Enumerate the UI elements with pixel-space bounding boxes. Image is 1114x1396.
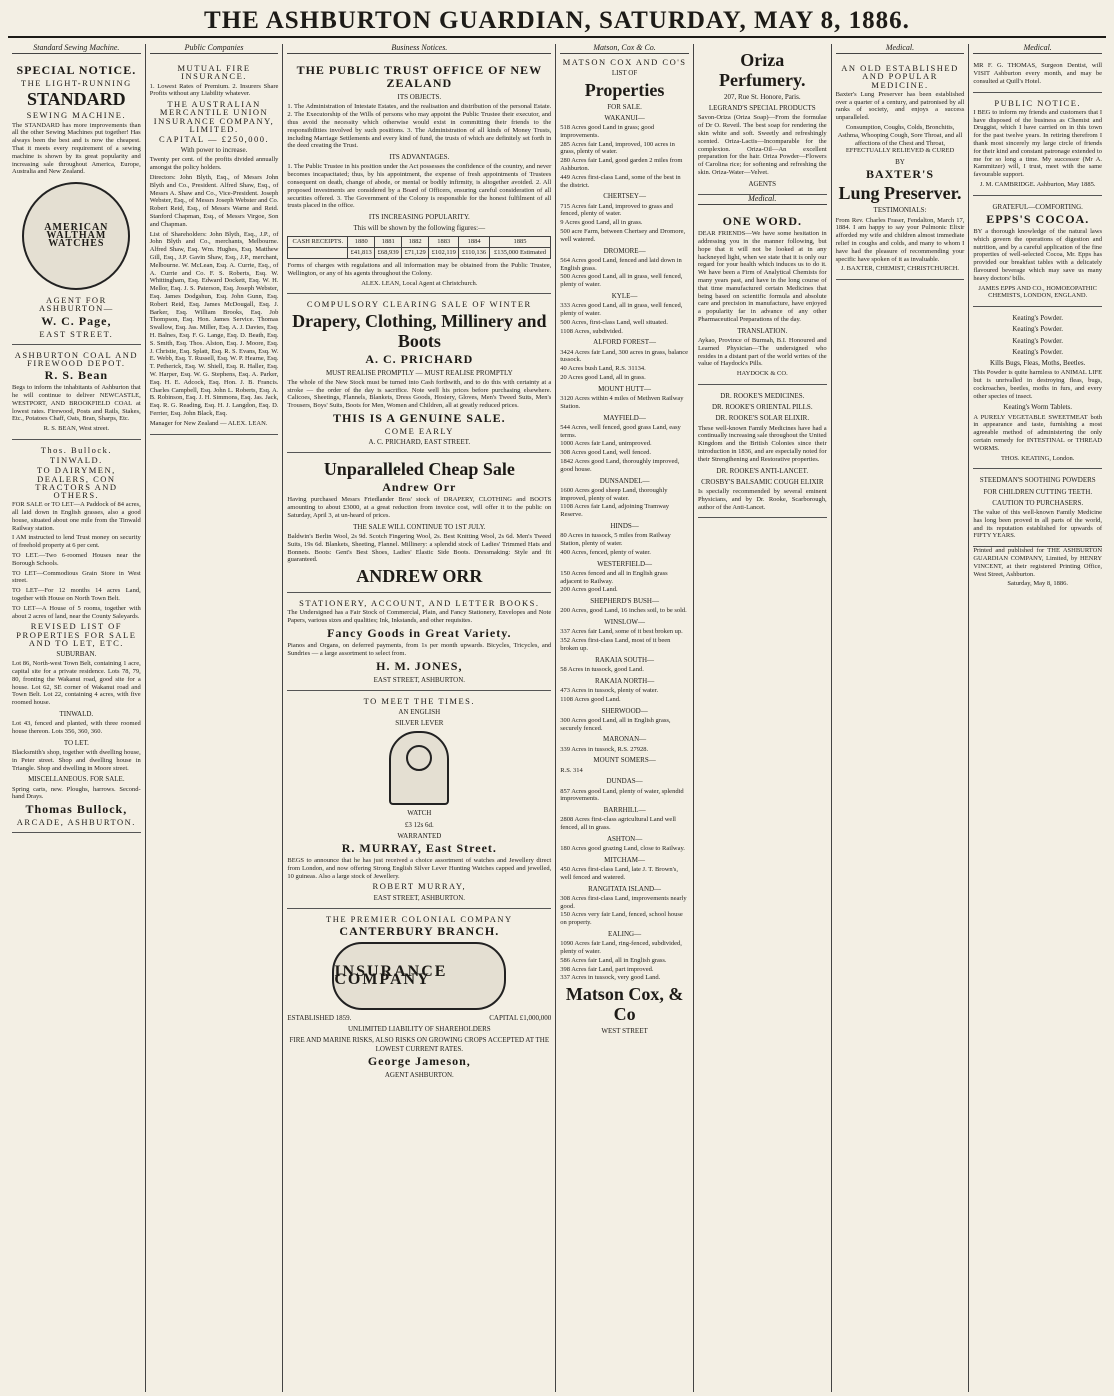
dentist-body: MR F. G. THOMAS, Surgeon Dentist, will VISIT Ashburton every month, and may be consulted at Quill's Hotel.	[973, 62, 1103, 85]
stats-sign: ALEX. LEAN, Local Agent at Christchurch.	[361, 279, 478, 287]
must-realise: MUST REALISE PROMPTLY — MUST REALISE PROMPTLY	[325, 368, 513, 377]
epps-ad	[973, 196, 1102, 307]
orr-list: Baldwin's Berlin Wool, 2s 9d. Scotch Fingering Wool, 2s. Best Knitting Wool, 2s 6d. Men's Tweed Suits, 19s 6d. Blankets, Sheeting, Flannel. Millinery: a splendid stock of Ladies' Trimmed Hats and Bonnets. Boots: Gent's Best Shoes, Ladies' Elastic Side Boots. Dressmaking: Style and fit guaranteed.	[287, 532, 552, 564]
anglo: AN ENGLISH	[398, 707, 441, 716]
property-section-title: KYLE—	[611, 291, 638, 300]
imprint	[973, 547, 1102, 588]
jones-addr: EAST STREET, ASHBURTON.	[373, 675, 465, 684]
oriza-body: Savon-Oriza (Oriza Soap)—From the formulae of Dr O. Reveil. The best soap for rendering the skin white and soft. Sweetly and refreshingly scented. Oriza-Lactis—Incomparable for the complexion. Oriza-Oil—An excellent preparation for the hair. Oriza Powder—Flowers of Carolina rice; for softening and refreshing the skin. Oriza-Water—Velvet.	[697, 114, 827, 176]
property-lot: 450 Acres first-class Land, late J. T. Brown's, well fenced and watered.	[560, 866, 678, 881]
property-section-title: WESTERFIELD—	[597, 559, 652, 568]
insurance-ad	[287, 909, 551, 1085]
let-2: TO LET—Commodious Grain Store in West street.	[12, 569, 141, 585]
keating-3: Keating's Powder.	[1012, 336, 1064, 345]
keating-sign: THOS. KEATING, London.	[1000, 454, 1075, 462]
imprint-date: Saturday, May 8, 1886.	[1007, 580, 1068, 588]
prichard-name: A. C. PRICHARD	[365, 351, 474, 366]
steedman-ad	[973, 469, 1102, 547]
lend-body: I AM instructed to lend Trust money on security of freehold property at 6 per cent.	[12, 534, 141, 550]
oriza-sub: LEGRAND'S SPECIAL PRODUCTS	[708, 104, 816, 113]
prichard-sign: A. C. PRICHARD, EAST STREET.	[368, 438, 471, 447]
stationery-body: The Undersigned has a Fair Stock of Commercial, Plain, and Fancy Stationery, Envelopes and Note Papers, various sizes and qualities; Ink, Inkstands, and other requisites.	[287, 609, 552, 625]
lung-preserver: Lung Preserver.	[838, 183, 962, 204]
masthead-rule	[8, 36, 1106, 38]
murray-ad	[287, 691, 551, 909]
oriza-agents: AGENTS	[748, 179, 777, 188]
let-5-head: TO LET.	[63, 738, 89, 747]
property-section-title: DUNDAS—	[606, 777, 643, 786]
property-lot: 200 Acres good Land.	[560, 586, 618, 594]
watch-word: WATCH	[407, 809, 432, 818]
epps-head: EPPS'S COCOA.	[986, 211, 1090, 226]
waltham-logo-text: AMERICAN WALTHAM WATCHES	[44, 221, 109, 250]
property-lot: 308 Acres good Land, well fenced.	[560, 449, 652, 457]
orr-name: Andrew Orr	[382, 480, 457, 495]
receipts-value-cell: £135,000 Estimated	[489, 247, 550, 258]
revised-head: REVISED LIST OF PROPERTIES FOR SALE AND TO LET, ETC.	[16, 621, 137, 648]
continue-note: THE SALE WILL CONTINUE TO 1ST JULY.	[353, 522, 486, 531]
crosby-body: Is specially recommended by several eminent Physicians, and by Dr. Rooke, Scarborough, author of the Anti-Lancet.	[697, 487, 827, 511]
fancy-head: Fancy Goods in Great Variety.	[327, 625, 512, 640]
genuine-sale: THIS IS A GENUINE SALE.	[332, 410, 506, 425]
fire-risks: FIRE AND MARINE RISKS, ALSO RISKS ON GROWING CROPS ACCEPTED AT THE LOWEST CURRENT RATES.	[289, 1036, 550, 1053]
aus-body: Twenty per cent. of the profits divided annually amongst the policy holders.	[149, 156, 279, 172]
advantages-head: ITS ADVANTAGES.	[389, 153, 450, 162]
property-lot: 352 Acres first-class Land, most of it been broken up.	[560, 637, 671, 652]
column-2-head: Public Companies	[150, 44, 279, 54]
column-2	[146, 44, 284, 1392]
property-lot: 473 Acres in tussock, plenty of water.	[560, 686, 659, 694]
property-section-title: MOUNT HUTT—	[598, 384, 652, 393]
seal-text: INSURANCE COMPANY	[334, 962, 448, 988]
coal-ad	[12, 345, 141, 440]
receipts-table	[287, 236, 551, 259]
let-4: TO LET—A House of 5 rooms, together with about 2 acres of land, near the County Saleyards.	[12, 604, 141, 620]
teeth-head: FOR CHILDREN CUTTING TEETH.	[983, 487, 1093, 496]
column-7-head: Medical.	[973, 44, 1102, 54]
property-lot: 1108 Acres, subdivided.	[560, 327, 623, 335]
murray-sign: ROBERT MURRAY,	[372, 881, 467, 892]
property-section-title: RANGITATA ISLAND—	[588, 884, 662, 893]
baxter-name: BAXTER'S	[865, 167, 934, 182]
manager: Manager for New Zealand — ALEX. LEAN.	[149, 419, 268, 427]
column-4	[556, 44, 694, 1392]
misc-items: Spring carts, new. Ploughs, harrows. Second-hand Drays.	[12, 785, 141, 801]
property-section-title: SHERWOOD—	[601, 706, 648, 715]
property-sections	[560, 114, 689, 982]
property-lot: 586 Acres fair Land, all in English grass.	[560, 956, 667, 964]
property-lot: 339 Acres in tussock, R.S. 27928.	[560, 745, 649, 753]
public-notice-ad	[973, 93, 1102, 196]
property-lot: 337 Acres in tussock, very good Land.	[560, 974, 661, 982]
misc-head: MISCELLANEOUS. FOR SALE.	[28, 775, 125, 784]
suburban-head: SUBURBAN.	[56, 649, 97, 658]
worm-head: Keating's Worm Tablets.	[1003, 403, 1072, 412]
tinwald-lots: Lot 43, fenced and planted, with three roomed house thereon. Lots 356, 360, 360.	[12, 720, 141, 735]
agent-street: EAST STREET.	[39, 328, 114, 339]
mutual-body: 1. Lowest Rates of Premium. 2. Insurers Share Profits without any Liability whatever.	[149, 82, 279, 98]
prichard-body: The whole of the New Stock must be turned into Cash forthwith, and to do this with certainty at a stroke — the order of the day is sacrifice. Note well his prices before purchasing elsewhere. Calicoes, Sheetings, Flannels, Blankets, Dress Goods, Hosiery, Gloves, Men's Tweed Suits, Men's Trousers, Boys' Suits, Boots for Men, Women and Children, all at greatly reduced prices.	[287, 378, 552, 410]
notice-sign: J. M. CAMBRIDGE. Ashburton, May 1885.	[979, 180, 1096, 188]
column-5	[694, 44, 832, 1392]
one-word-head: ONE WORD.	[722, 214, 803, 229]
property-lot: 150 Acres fenced and all in English grass adjacent to Railway.	[560, 569, 668, 585]
property-lot: 449 Acres first-class Land, some of the best in the district.	[560, 173, 681, 189]
waltham-logo	[22, 182, 130, 290]
haydock-sign: HAYDOCK & CO.	[736, 370, 788, 378]
rooke-body: These well-known Family Medicines have had a continually increasing sale throughout the United Kingdom and the British Colonies since their introduction in 1836, and are especially noted for their Strengthening and Restorative properties.	[697, 424, 827, 463]
columns	[8, 44, 1106, 1392]
bullock-sign: Thomas Bullock,	[25, 802, 128, 817]
property-lot: 333 Acres good Land, all in grass, well fenced, plenty of water.	[560, 302, 683, 317]
property-lot: 285 Acres fair Land, improved, 100 acres in grass, plenty of water.	[560, 140, 675, 156]
property-lot: 1000 Acres fair Land, unimproved.	[560, 440, 652, 448]
property-section-title: RAKAIA NORTH—	[594, 676, 655, 685]
property-lot: 518 Acres good Land in grass; good improvements.	[560, 124, 655, 139]
kills: Kills Bugs, Fleas, Moths, Beetles.	[990, 358, 1086, 367]
agent-label: AGENT FOR ASHBURTON—	[38, 295, 114, 314]
property-lot: 1090 Acres fair Land, ring-fenced, subdivided, plenty of water.	[560, 940, 682, 956]
jameson-name: George Jameson,	[367, 1053, 471, 1068]
keating-ad	[973, 307, 1102, 469]
property-section-title: DROMORE—	[603, 246, 646, 255]
property-lot: 3424 Acres fair Land, 300 acres in grass, balance tussock.	[560, 348, 689, 364]
insurance-seal	[332, 942, 506, 1010]
oriza-head: Oriza Perfumery.	[719, 50, 806, 90]
matson-sign: Matson Cox, & Co	[565, 984, 684, 1025]
property-section-title: ASHTON—	[606, 834, 643, 843]
masthead	[8, 6, 1106, 36]
objects-head: ITS OBJECTS.	[397, 93, 442, 102]
tinwald-head-2: TINWALD.	[59, 709, 94, 718]
column-6-head: Medical.	[836, 44, 965, 54]
rooke-anti: DR. ROOKE'S ANTI-LANCET.	[716, 466, 809, 475]
capital: CAPITAL — £250,000.	[158, 134, 270, 145]
let-1: TO LET.—Two 6-roomed Houses near the Borough Schools.	[12, 551, 141, 567]
stationery-head: STATIONERY, ACCOUNT, AND LETTER BOOKS.	[299, 598, 540, 609]
receipts-value-cell: £71,129	[402, 247, 429, 258]
column-4-head: Matson, Cox & Co.	[560, 44, 689, 54]
receipts-header-row	[288, 236, 551, 247]
rooke-2: DR. ROOKE'S ORIENTAL PILLS.	[711, 403, 813, 412]
property-lot: 80 Acres in tussock, 5 miles from Railway Station, plenty of water.	[560, 532, 671, 547]
grateful: GRATEFUL—COMFORTING.	[992, 202, 1083, 211]
tinwald-head: TINWALD.	[49, 455, 103, 466]
standard-body: The STANDARD has more improvements than all the other Sewing Machines put together! Has always been the best and is now the cheapest. That it meets every requirement of a sewing machine is shown by its great popularity and increasing sale throughout America, Europe, Australia and New Zealand.	[12, 121, 141, 176]
column-3	[283, 44, 556, 1392]
keating-2: Keating's Powder.	[1012, 325, 1064, 334]
keating-1: Keating's Powder.	[1012, 314, 1064, 323]
sale-body: FOR SALE or TO LET—A Paddock of 84 acres, all laid down in English grasses, also a good house, situated about one mile from the Tinwald Railway station.	[12, 501, 141, 532]
notice-head: PUBLIC NOTICE.	[994, 97, 1082, 108]
standard-sewing-ad	[12, 58, 141, 345]
one-word-ad	[698, 209, 827, 385]
property-lot: 564 Acres good Land, fenced and laid down in English grass.	[560, 256, 682, 272]
property-section-title: MOUNT SOMERS—	[593, 756, 656, 765]
caution-body: The value of this well-known Family Medicine has long been proved in all parts of the world, and its reputation established for upwards of FIFTY YEARS.	[973, 508, 1103, 540]
popularity-sub: This will be shown by the following figures:—	[353, 224, 486, 233]
established: ESTABLISHED 1859.	[287, 1013, 352, 1022]
property-section-title: WINSLOW—	[604, 618, 645, 627]
property-section-title: MITCHAM—	[604, 855, 645, 864]
worm-body: A PURELY VEGETABLE SWEETMEAT both in appearance and taste, furnishing a most agreeable method of administering the only certain remedy for INTESTINAL or THREAD WORMS.	[973, 413, 1103, 452]
stats-note: Forms of charges with regulations and all information may be obtained from the Public Trustee, Wellington, or any of his agents throughout the Colony.	[287, 261, 552, 277]
bullock-sign-2: ARCADE, ASHBURTON.	[16, 817, 136, 828]
dentist-ad	[973, 58, 1102, 92]
property-lot: 337 Acres fair Land, some of it best broken up.	[560, 628, 683, 636]
coal-heading: ASHBURTON COAL AND FIREWOOD DEPOT.	[14, 349, 138, 368]
column-3-head: Business Notices.	[287, 44, 551, 54]
baxter-ad	[836, 58, 965, 280]
let-3: TO LET—For 12 months 14 acres Land, together with House on North Town Belt.	[12, 587, 141, 602]
crosby-head: CROSBY'S BALSAMIC COUGH ELIXIR	[701, 477, 824, 486]
directors: Directors: John Blyth, Esq., of Messrs John Blyth and Co., President. Alfred Shaw, Esq., of Messrs A. Shaw and Co., Vice-President. Joseph Webster, Esq., of Messrs Joseph Webster and Co. Robert Reid, Esq., of Messrs Warne and Reid. Stanford Chapman, Esq., of Messrs Virgoe, Son and Chapman.	[149, 174, 279, 228]
warranted: WARRANTED	[397, 831, 442, 840]
jones-name: H. M. JONES,	[376, 658, 463, 673]
property-section-title: EALING—	[608, 930, 642, 939]
property-lot: 715 Acres fair Land, improved to grass and fenced, plenty of water.	[560, 202, 673, 218]
property-lot: 544 Acres, well fenced, good grass Land, easy terms.	[560, 423, 681, 439]
advantages-body: 1. The Public Trustee in his position under the Act possesses the confidence of the country, and never becomes incapacitated; thus, by his appointment, the expense of fresh appointments of Trustees consequent on death, change of abode, or mental or bodily infirmity, is altogether avoided. 2. All proposed investments are considered by a Board of Officers, ensuring careful consideration of all securities offered. 3. The Government of the Colony is responsible for the honest fulfilment of all trusts placed in the office.	[287, 163, 552, 210]
let-5-body: Blacksmith's shop, together with dwelling house, in Peter street. Shop and dwelling house in Triangle. Shop and dwelling in Moore street.	[12, 748, 141, 772]
receipts-value-cell: £68,939	[375, 247, 402, 258]
seal-captions	[287, 1014, 551, 1022]
property-lot: 280 Acres fair Land, good garden 2 miles from Ashburton.	[560, 157, 683, 172]
property-lot: 1108 Acres fair Land, adjoining Tramway Reserve.	[560, 503, 670, 519]
property-lot: 857 Acres good Land, plenty of water, splendid improvements.	[560, 787, 684, 803]
steedman-head: STEEDMAN'S SOOTHING POWDERS	[979, 476, 1096, 485]
properties-head: Properties	[584, 79, 665, 100]
property-lot: 200 Acres, good Land, 16 inches soil, to be sold.	[560, 607, 687, 615]
property-section-title: BARRHILL—	[603, 806, 646, 815]
column-7	[969, 44, 1106, 1392]
epps-body: BY a thorough knowledge of the natural laws which govern the operations of digestion and nutrition, and by a careful application of the fine properties of well-selected Cocoa, Mr. Epps has provided our breakfast tables with a delicately flavoured beverage which may save us many heavy doctors' bills.	[973, 227, 1103, 282]
property-lot: 9 Acres good Land, all in grass.	[560, 219, 643, 227]
property-lot: 1842 Acres good Land, thoroughly improved, good house.	[560, 457, 680, 473]
drapery-head: Drapery, Clothing, Millinery and Boots	[292, 310, 547, 351]
receipts-value-cell: £110,136	[459, 247, 489, 258]
property-lot: 300 Acres good Land, all in English grass, securely fenced.	[560, 716, 671, 732]
meet-head: TO MEET THE TIMES.	[363, 695, 475, 706]
column-6	[832, 44, 970, 1392]
receipts-header-cell: 1883	[429, 236, 459, 247]
watch-price: £3 12s 6d.	[404, 820, 434, 829]
watch-illustration	[389, 731, 449, 805]
translation-body: Aykao, Province of Burmah, B.I. Honoured and Learned Physician—The undersigned who resides in a distant part of the world writes of the value of Haydock's Pills.	[697, 336, 827, 368]
cures: Consumption, Coughs, Colds, Bronchitis, Asthma, Whooping Cough, Sore Throat, and all affections of the Chest and Throat, EFFECTUALLY RELIEVED & CURED	[837, 124, 963, 155]
mutual-head: MUTUAL FIRE INSURANCE.	[177, 63, 251, 82]
column-1-head: Standard Sewing Machine.	[12, 44, 141, 54]
matson-firm: MATSON COX AND CO'S	[562, 57, 687, 68]
property-lot: 3120 Acres within 4 miles of Methven Railway Station.	[560, 394, 684, 410]
prichard-ad	[287, 294, 551, 453]
compulsory-head: COMPULSORY CLEARING SALE OF WINTER	[306, 299, 532, 310]
testimonials-head: TESTIMONIALS:	[873, 206, 927, 215]
power: With power to increase.	[180, 146, 248, 155]
rooke-3: DR. ROOKE'S SOLAR ELIXIR.	[715, 414, 810, 423]
aus-head: THE AUSTRALIAN MERCANTILE UNION INSURANCE COMPANY, LIMITED.	[153, 99, 275, 134]
jameson-role: AGENT ASHBURTON.	[384, 1070, 454, 1079]
objects-body: 1. The Administration of Intestate Estates, and the realisation and distribution of the personal Estate. 2. The Executorship of the Wills of persons who may appoint the Public Trustee their executor, and thus avoid the necessity which otherwise would exist in committing their friends to the responsibilities involved by such positions. 3. The Administration of all kinds of Money Trusts, including Marriage Settlements and every kind of fund, the trusts of which are definitely set forth in the deed creating the Trust.	[287, 103, 552, 150]
agent-name: W. C. Page,	[41, 313, 112, 328]
receipts-value-cell: £41,813	[348, 247, 375, 258]
property-section-title: RAKAIA SOUTH—	[595, 655, 655, 664]
property-section-title: HINDS—	[610, 521, 639, 530]
property-lot: 180 Acres good grazing Land, close to Railway.	[560, 845, 685, 853]
receipts-value-cell: £102,119	[429, 247, 459, 258]
receipts-header-cell: CASH RECEIPTS.	[288, 236, 348, 247]
special-notice: SPECIAL NOTICE.	[16, 63, 137, 78]
old-established: AN OLD ESTABLISHED AND POPULAR MEDICINE.	[841, 63, 959, 90]
baxter-sign: J. BAXTER, CHEMIST, CHRISTCHURCH.	[840, 265, 960, 273]
murray-body: BEGS to announce that he has just received a choice assortment of watches and Jewellery direct from London, and now offering Strong English Silver Lever Hunting Watches capped and jewelled, 10 guineas. Also a large stock of Jewellery.	[287, 856, 552, 880]
bean-sign: R. S. BEAN, West street.	[43, 425, 110, 433]
receipts-header-cell: 1885	[489, 236, 550, 247]
bullock-ad	[12, 440, 141, 833]
old-body: Baxter's Lung Preserver has been established over a quarter of a century, and patronised by all ranks of society, and enjoys a success unparalleled.	[835, 90, 965, 122]
property-lot: R.S. 314	[560, 766, 583, 774]
property-section-title: SHEPHERD'S BUSH—	[590, 597, 659, 606]
rooke-ad	[698, 385, 827, 518]
oriza-addr: 207, Rue St. Honore, Paris.	[723, 93, 801, 101]
property-section-title: DUNSANDEL—	[599, 476, 650, 485]
property-lot: 1108 Acres good Land.	[560, 695, 621, 703]
notice-body: I BEG to inform my friends and customers that I have disposed of the business as Chemist and Druggist, which I have carried on in this town for the past twelve years. In retiring therefrom I thank most sincerely my large circle of friends for their kind and constant patronage extended to me for so long a time. My successor (Mr A. Kammitzer) will, I trust, meet with the same favourable support.	[973, 108, 1103, 179]
property-lot: 398 Acres fair Land, part improved.	[560, 965, 654, 973]
for-sale: FOR SALE.	[607, 102, 642, 111]
property-section-title: WAKANUI—	[604, 113, 645, 122]
property-lot: 40 Acres bush Land, R.S. 31134.	[560, 365, 646, 373]
column-1	[8, 44, 146, 1392]
orr-sub: Having purchased Messrs Friedlander Bros' stock of DRAPERY, CLOTHING and BOOTS amounting to about £3000, at a great reduction from invoice cost, will offer it to the public on Saturday, April 3, at un-heard of prices.	[287, 496, 552, 519]
bean-body: Begs to inform the inhabitants of Ashburton that he will continue to deliver NEWCASTLE, WESTPORT, AND BROOKFIELD COAL at lowest rates. Firewood, Posts and Rails, Stakes, Etc., Potatoes Chaff, Oats, Bran, Sharps, Etc.	[12, 384, 141, 423]
sewing-machine-heading: SEWING MACHINE.	[26, 110, 127, 121]
medical-head: Medical.	[698, 195, 827, 205]
receipts-header-cell: 1882	[402, 236, 429, 247]
property-lot: 308 Acres first-class Land, improvements nearly good.	[560, 894, 687, 910]
jones-ad	[287, 593, 551, 691]
printed-by: Printed and published for THE ASHBURTON GUARDIAN COMPANY, Limited, by HENRY VINCENT, at their registered Printing Office, West Street, Ashburton.	[973, 547, 1103, 578]
property-lot: 500 Acres good Land, all in grass, well fenced, plenty of water.	[560, 273, 683, 289]
shareholders: List of Shareholders: John Blyth, Esq., J.P., of John Blyth and Co., merchants, Melbourne. Alfred Shaw, Esq. Wm. Hughes, Esq. Matthew Gill, Esq., J.P. Gavin Shaw, Esq., J.P., merchant, Melbourne. W. McLean, Esq. A. Currie, Esq., of A. Currie and Co. F. S. Roberts, Esq. W. Whittingham, Esq. Edward Dockett, Esq. W. H. Mellor, Esq. J. S. Paterson, Esq. Joseph Webster, Esq. James Dodgshun, Esq. John Gunn, Esq. Robert Reid, Esq. James McDougall, Esq. J. Barker, Esq. William Brooks, Esq. Job Thompson, Esq. Hon. James Service. Thomas Swallow, Esq. Jas. Miller, Esq. A. J. Davies, Esq. H. Balnes, Esq. F. G. Lange, Esq. D. Beath, Esq. S. Smith, Esq. Thos. Alston, Esq. J. Moore, Esq. J. Christie, Esq. Splatt, Esq. R. S. Evans, Esq. W. E. Webb, Esq. T. Russell, Esq. W. P. Hearne, Esq. T. Petherick, Esq. W. Shiell, Esq. R. Haller, Esq. W. Harper, Esq. W. G. Stephens, Esq. A. Parker, Esq. H. E. Adcock, Esq. Hon. J. B. Francis. Charles Campbell, Esq. John L. Roberts, Esq. A. B. Robinson, Esq. J. H. Simmons, Esq. Jas. Jack, Esq. R. G. Reading, Esq. H. J. Langdon, Esq. D. Ferrier, Esq. John Black, Esq.	[149, 230, 279, 417]
keating-4: Keating's Powder.	[1012, 347, 1064, 356]
one-word-body: DEAR FRIENDS—We have some hesitation in addressing you in the manner following, but hope that it will not be looked at in any hackneyed light, when we state that it is only our regard for your health which induces us to do it. We have been a Firm of Analytical Chemists for many years past, and have in the long course of that time manufactured certain Medicines that being based on scientific formula and absolute care and precision in manufacture, have enjoyed a popularity far in advance of any other Pharmaceutical Preparations of the day.	[697, 230, 827, 323]
bean-name: R. S. Bean	[44, 368, 109, 383]
dairymen-head: TO DAIRYMEN, DEALERS, CON TRACTORS AND OTHERS.	[35, 465, 118, 500]
property-section-title: MARONAN—	[603, 735, 647, 744]
receipts-header-cell: 1881	[375, 236, 402, 247]
popularity-head: ITS INCREASING POPULARITY.	[368, 213, 470, 222]
testimonials-body: From Rev. Charles Fraser, Fendalton, March 17, 1884. I am happy to say your Pulmonic Elixir afforded my wife and children almost immediate relief in coughs and colds, and many to whom I have had the pleasure of recommending your specific have spoken of it as invaluable.	[835, 216, 965, 263]
mutual-fire-ad	[150, 58, 279, 434]
by: BY	[895, 158, 905, 167]
come-early: COME EARLY	[384, 425, 454, 436]
murray-head: R. MURRAY, East Street.	[341, 840, 497, 855]
matson-list: LIST OF	[611, 69, 638, 78]
caution-head: CAUTION TO PURCHASERS.	[992, 498, 1084, 507]
property-lot: 1600 Acres good sheep Land, thoroughly improved, plenty of water.	[560, 486, 668, 502]
property-section-title: ALFORD FOREST—	[593, 338, 656, 347]
translation-head: TRANSLATION.	[737, 326, 788, 335]
canterbury-head: CANTERBURY BRANCH.	[339, 923, 500, 938]
oriza-ad	[698, 44, 827, 195]
property-lot: 500 Acres, first-class Land, well situated.	[560, 318, 668, 326]
light-running: THE LIGHT-RUNNING	[20, 78, 132, 89]
property-lot: 2808 Acres first-class agricultural Land well fenced, all in grass.	[560, 816, 676, 832]
fancy-body: Pianos and Organs, on deferred payments, from 1s per month upwards. Bicycles, Tricycles, and Sundries — a large assortment to select from.	[287, 641, 552, 657]
trust-head: THE PUBLIC TRUST OFFICE OF NEW ZEALAND	[296, 63, 543, 91]
premier-head: THE PREMIER COLONIAL COMPANY	[326, 913, 513, 924]
orr-ad	[287, 453, 551, 593]
receipts-header-cell: 1884	[459, 236, 489, 247]
public-trust-ad	[287, 58, 551, 294]
property-lot: 58 Acres in tussock, good Land.	[560, 665, 644, 673]
andrew-orr-sign: ANDREW ORR	[356, 566, 483, 587]
property-section-title: CHERTSEY—	[603, 192, 646, 201]
bullock-head: Thos. Bullock.	[40, 444, 112, 455]
liability: UNLIMITED LIABILITY OF SHAREHOLDERS	[347, 1025, 491, 1034]
murray-addr: EAST STREET, ASHBURTON.	[373, 893, 465, 902]
property-section-title: MAYFIELD—	[603, 413, 646, 422]
silver-lever: SILVER LEVER	[395, 719, 444, 728]
receipts-value-cell	[288, 247, 348, 258]
suburban-lots: Lot 86, North-west Town Belt, containing 1 acre, capital site for a private residence. Lots 78, 79, 80, fronting the Wakanui road, good site for a house. Lot 62, SE corner of Wakanui road and Town Belt. Lot 22, containing 4 acres, with five roomed house.	[12, 660, 141, 707]
property-lot: 20 Acres good Land, all in grass.	[560, 373, 646, 381]
property-lot: 150 Acres very fair Land, fenced, school house on property.	[560, 911, 683, 927]
masthead-title: THE ASHBURTON GUARDIAN, SATURDAY, MAY 8, 1886.	[204, 7, 910, 34]
property-lot: 400 Acres, fenced, plenty of water.	[560, 548, 651, 556]
property-lot: 500 acre Farm, between Chertsey and Dromore, well watered.	[560, 227, 686, 243]
receipts-value-row	[288, 247, 551, 258]
receipts-header-cell: 1880	[348, 236, 375, 247]
keating-body: This Powder is quite harmless to ANIMAL LIFE but is unrivalled in destroying fleas, bugs, cockroaches, beetles, moths in furs, and every other species of insect.	[973, 369, 1103, 400]
epps-sign: JAMES EPPS AND CO., HOMOEOPATHIC CHEMISTS, LONDON, ENGLAND.	[978, 284, 1097, 300]
matson-sign-2: WEST STREET	[601, 1027, 648, 1036]
rooke-1: DR. ROOKE'S MEDICINES.	[720, 391, 805, 400]
unparalleled-head: Unparalleled Cheap Sale	[323, 459, 515, 480]
standard-heading: STANDARD	[27, 89, 126, 110]
capital-2: CAPITAL £1,000,000	[489, 1013, 552, 1022]
